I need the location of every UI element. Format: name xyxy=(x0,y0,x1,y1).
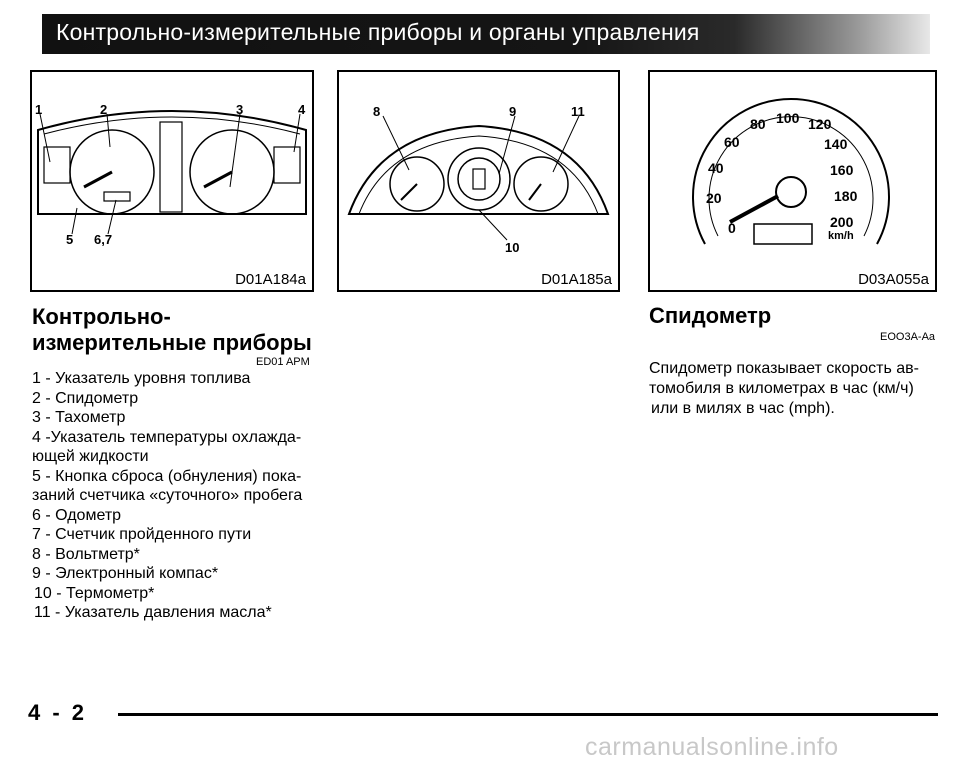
list-item: 6 - Одометр xyxy=(32,506,122,524)
paragraph-line: томобиля в километрах в час (км/ч) xyxy=(649,380,914,397)
section-code-instruments: ED01 APM xyxy=(256,356,310,368)
watermark: carmanualsonline.info xyxy=(585,733,839,761)
section-code-speedometer: EOO3A-Aa xyxy=(880,331,936,343)
page-number: 4 - 2 xyxy=(28,700,88,725)
list-item: 3 - Тахометр xyxy=(32,409,126,426)
speedometer-drawing xyxy=(650,72,935,290)
dial-label-20: 20 xyxy=(706,190,722,206)
dial-label-100: 100 xyxy=(776,110,800,126)
figure-code: D01A184a xyxy=(235,271,306,288)
footer-rule xyxy=(118,713,938,716)
dial-label-120: 120 xyxy=(808,116,832,132)
dial-label-200: 200 xyxy=(830,214,854,230)
speedometer-description xyxy=(649,359,935,419)
callout-2: 2 xyxy=(100,102,108,117)
figure-instrument-cluster xyxy=(30,70,314,292)
list-item: заний счетчика «суточного» пробега xyxy=(32,487,303,504)
list-item: 7 - Счетчик пройденного пути xyxy=(32,526,252,543)
paragraph-line: или в милях в час (mph). xyxy=(651,400,835,417)
list-item: 9 - Электронный компас* xyxy=(32,565,219,582)
list-item: 4 -Указатель температуры охлажда- xyxy=(32,428,302,446)
callout-8: 8 xyxy=(373,104,381,119)
callout-3: 3 xyxy=(236,102,244,117)
list-item: 10 - Термометр* xyxy=(34,584,155,602)
figure-code: D01A185a xyxy=(541,271,612,288)
instrument-list xyxy=(32,369,317,623)
callout-6-7: 6,7 xyxy=(94,232,113,247)
section-title-instruments: Контрольно-измерительные приборы xyxy=(32,304,312,355)
callout-1: 1 xyxy=(35,102,43,117)
figure-code: D03A055a xyxy=(858,271,929,288)
callout-4: 4 xyxy=(298,102,306,117)
list-item: 2 - Спидометр xyxy=(32,389,139,407)
section-title-speedometer: Спидометр xyxy=(649,303,772,328)
dial-label-0: 0 xyxy=(728,220,736,236)
page-title: Контрольно-измерительные приборы и органы управления xyxy=(56,19,700,45)
figure-speedometer xyxy=(648,70,937,292)
dial-label-80: 80 xyxy=(750,116,766,132)
list-item: 8 - Вольтметр* xyxy=(32,545,140,563)
dial-label-unit: km/h xyxy=(828,230,854,242)
list-item: ющей жидкости xyxy=(32,448,149,465)
callout-9: 9 xyxy=(509,104,517,119)
list-item: 11 - Указатель давления масла* xyxy=(34,604,272,621)
callout-11: 11 xyxy=(571,104,585,119)
callout-10: 10 xyxy=(505,240,520,255)
paragraph-line: Спидометр показывает скорость ав- xyxy=(649,360,919,377)
dial-label-40: 40 xyxy=(708,160,724,176)
instrument-cluster-drawing xyxy=(32,72,312,290)
dial-label-60: 60 xyxy=(724,134,740,150)
dial-label-140: 140 xyxy=(824,136,848,152)
list-item: 1 - Указатель уровня топлива xyxy=(32,370,251,387)
list-item: 5 - Кнопка сброса (обнуления) пока- xyxy=(32,467,302,485)
callout-5: 5 xyxy=(66,232,74,247)
dial-label-160: 160 xyxy=(830,162,854,178)
figure-auxiliary-gauges xyxy=(337,70,620,292)
dial-label-180: 180 xyxy=(834,188,858,204)
